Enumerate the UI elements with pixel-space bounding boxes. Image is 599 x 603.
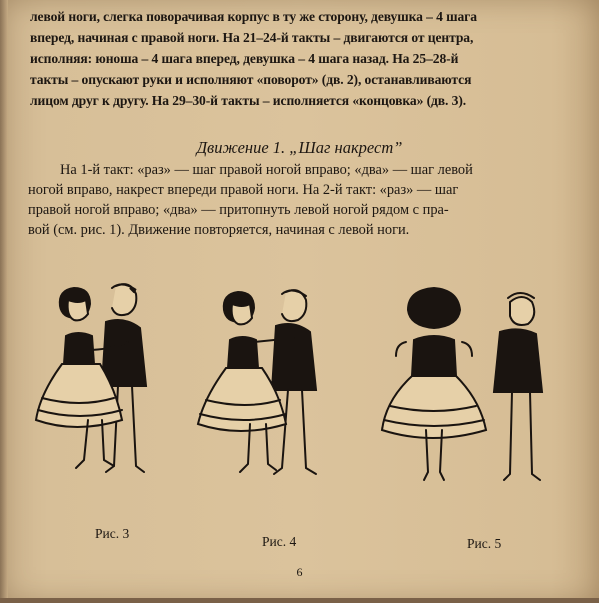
- figure-5-caption: Рис. 5: [467, 536, 502, 551]
- body-line: вой (см. рис. 1). Движение повторяется, начиная с левой ноги.: [28, 222, 410, 238]
- figure-3-caption: Рис. 3: [95, 526, 130, 541]
- figure-4-illustration: [196, 280, 336, 490]
- intro-line: вперед, начиная с правой ноги. На 21–24-й такты – двигаются от центра,: [30, 30, 474, 45]
- body-line: правой ногой вправо; «два» — притопнуть левой ногой рядом с пра-: [28, 202, 449, 218]
- body-paragraph: [28, 160, 573, 240]
- intro-paragraph: [30, 6, 575, 111]
- body-line: На 1-й такт: «раз» — шаг правой ногой вправо; «два» — шаг левой: [60, 162, 473, 178]
- body-line: ногой вправо, накрест впереди правой ноги. На 2-й такт: «раз» — шаг: [28, 182, 459, 198]
- page-number: 6: [296, 565, 303, 579]
- intro-line: такты – опускают руки и исполняют «поворот» (дв. 2), останавливаются: [30, 72, 472, 87]
- page-bottom-edge: [0, 598, 599, 603]
- figure-4-caption: Рис. 4: [262, 534, 297, 549]
- intro-line: исполняя: юноша – 4 шага вперед, девушка – 4 шага назад. На 25–28-й: [30, 51, 459, 66]
- section-heading: Движение 1. „Шаг накрест”: [196, 138, 403, 157]
- page-binding-edge: [0, 0, 8, 603]
- intro-line: лицом друг к другу. На 29–30-й такты – исполняется «концовка» (дв. 3).: [30, 93, 467, 108]
- intro-line: левой ноги, слегка поворачивая корпус в ту же сторону, девушка – 4 шага: [30, 9, 477, 24]
- figure-3-illustration: [28, 278, 168, 488]
- figure-5-illustration: [380, 284, 580, 494]
